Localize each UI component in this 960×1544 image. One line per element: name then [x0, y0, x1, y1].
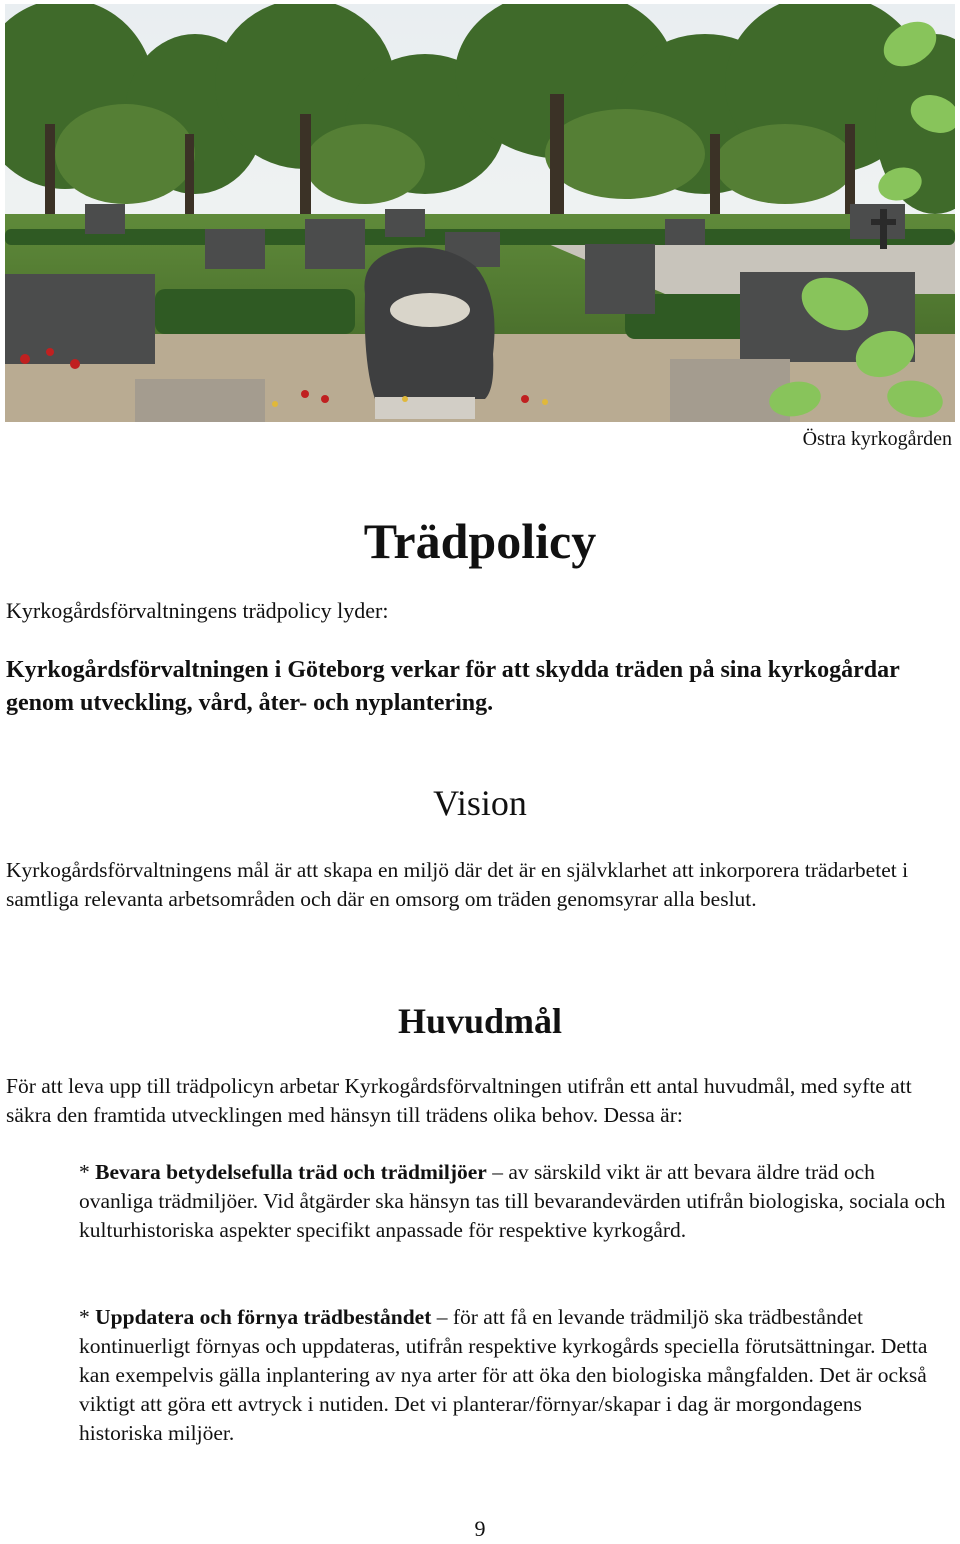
cemetery-photo [5, 4, 955, 422]
bullet-marker: * [79, 1160, 96, 1184]
vision-paragraph: Kyrkogårdsförvaltningens mål är att skapa en miljö där det är en självklarhet att inkorporera trädarbetet i samtliga relevanta arbetsområden och där en omsorg om träden genomsyrar alla beslut. [6, 858, 909, 911]
goal-text: – av särskild vikt är att bevara äldre träd och ovanliga trädmiljöer. Vid åtgärder ska hänsyn tas till bevarandevärden utifrån biologiska, sociala och kulturhistoriska aspekter specifikt anpassade för respektive kyrkogård. [79, 1160, 946, 1242]
page-number: 9 [474, 1516, 486, 1541]
policy-statement: Kyrkogårdsförvaltningen i Göteborg verkar för att skydda träden på sina kyrkogårdar genom utveckling, vård, åter- och nyplantering. [6, 657, 900, 716]
goal-title: Bevara betydelsefulla träd och trädmiljöer [95, 1160, 487, 1184]
photo-caption: Östra kyrkogården [802, 428, 952, 450]
goal-text: – för att få en levande trädmiljö ska trädbeståndet kontinuerligt förnyas och uppdateras, utifrån respektive kyrkogårds speciella förutsättningar. Detta kan exempelvis gälla inplantering av nya arter för att öka den biologiska mångfalden. Det är också viktigt att göra ett avtryck i nutiden. Det vi planterar/förnyar/skapar i dag är morgondagens historiska miljöer. [79, 1305, 928, 1445]
page-title: Trädpolicy [363, 513, 597, 569]
main-goals-paragraph: För att leva upp till trädpolicyn arbetar Kyrkogårdsförvaltningen utifrån ett antal huvudmål, med syfte att säkra den framtida utvecklingen med hänsyn till trädens olika behov. Dessa är: [6, 1074, 912, 1127]
goal-title: Uppdatera och förnya trädbeståndet [95, 1305, 432, 1329]
bullet-marker: * [79, 1305, 96, 1329]
vision-heading: Vision [433, 783, 527, 823]
goal-item [79, 1303, 949, 1448]
goal-item [79, 1158, 949, 1245]
main-goals-heading: Huvudmål [397, 1001, 563, 1041]
intro-text: Kyrkogårdsförvaltningens trädpolicy lyder: [6, 598, 389, 623]
